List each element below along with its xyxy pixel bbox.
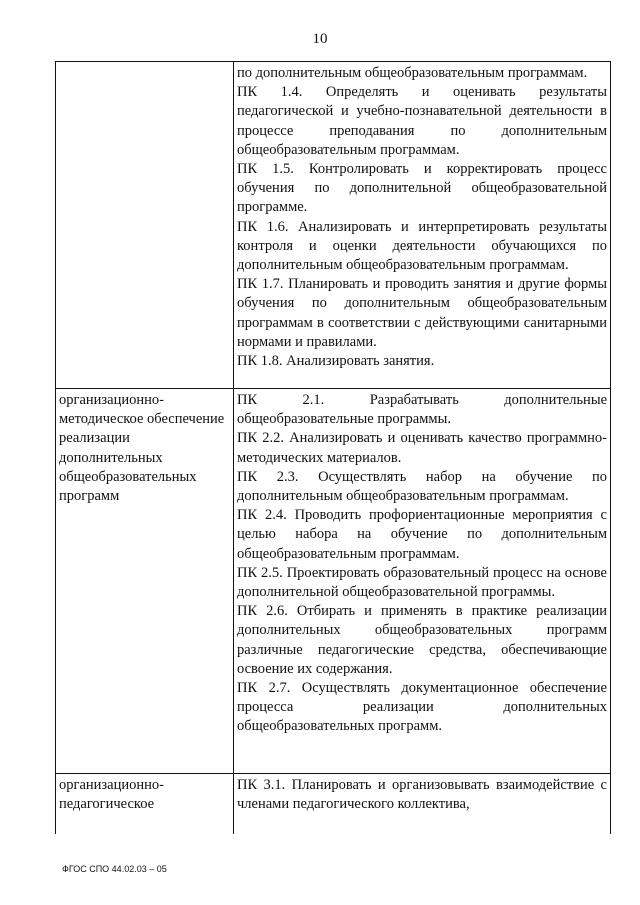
table-row (56, 774, 611, 835)
competency-item: ПК 2.6. Отбирать и применять в практике реализации дополнительных общеобразовательных программ различные педагогические средства, обеспечивающие освоение их содержания. (237, 603, 607, 677)
competency-table (55, 61, 611, 834)
competency-item: ПК 2.3. Осуществлять набор на обучение по дополнительным общеобразовательным программам. (237, 468, 607, 505)
competency-item: ПК 1.5. Контролировать и корректировать процесс обучения по дополнительной общеобразовательной программе. (237, 161, 607, 216)
table-row (56, 62, 611, 389)
competency-item: ПК 2.4. Проводить профориентационные мероприятия с целью набора на обучение по дополнительным общеобразовательным программам. (237, 507, 607, 562)
competency-item: ПК 1.7. Планировать и проводить занятия и другие формы обучения по дополнительным общеобразовательным программам в соответствии с действующими санитарными нормами и правилами. (237, 276, 607, 350)
footer-code: ФГОС СПО 44.02.03 – 05 (62, 864, 167, 874)
activity-cell (56, 774, 234, 835)
competencies-cell (234, 389, 611, 774)
activity-name: организационно-методическое обеспечение реализации дополнительных общеобразовательных программ (59, 392, 225, 505)
competency-item: ПК 2.2. Анализировать и оценивать качество программно-методических материалов. (237, 430, 607, 466)
page-number: 10 (312, 31, 328, 47)
activity-name: организационно-педагогическое (59, 777, 164, 813)
activity-cell (56, 62, 234, 389)
competency-text: по дополнительным общеобразовательным программам. (237, 65, 588, 81)
competency-item: ПК 1.8. Анализировать занятия. (237, 353, 435, 370)
competency-item: ПК 3.1. Планировать и организовывать взаимодействие с членами педагогического коллектива, (237, 777, 607, 813)
activity-cell (56, 389, 234, 774)
competencies-cell (234, 62, 611, 389)
competency-item: ПК 1.4. Определять и оценивать результаты педагогической и учебно-познавательной деятельности в процессе преподавания по дополнительным общеобразовательным программам. (237, 84, 607, 158)
competency-item: ПК 2.5. Проектировать образовательный процесс на основе дополнительной общеобразовательной программы. (237, 564, 607, 601)
competency-item: ПК 1.6. Анализировать и интерпретировать результаты контроля и оценки деятельности обучающихся по дополнительным общеобразовательным программам. (237, 218, 607, 274)
competencies-cell (234, 774, 611, 835)
competency-item: ПК 2.7. Осуществлять документационное обеспечение процесса реализации дополнительных общеобразовательных программ. (237, 680, 607, 735)
table-row (56, 389, 611, 774)
competency-item: ПК 2.1. Разрабатывать дополнительные общеобразовательные программы. (237, 392, 607, 428)
